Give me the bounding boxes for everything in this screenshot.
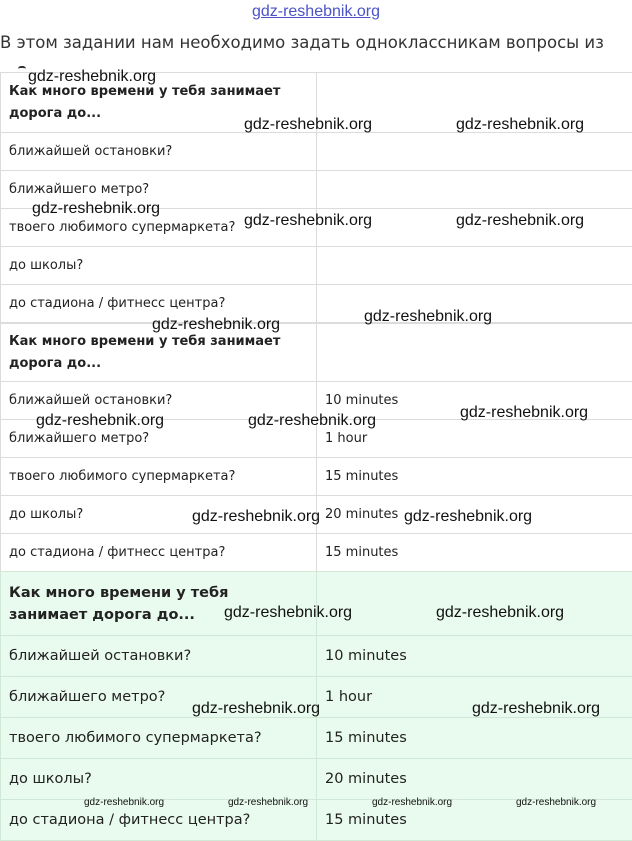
question-cell: ближайшего метро? bbox=[1, 171, 317, 209]
answer-cell: 1 hour bbox=[317, 420, 632, 458]
watermark: gdz-reshebnik.org bbox=[436, 604, 564, 622]
answer-cell bbox=[317, 324, 632, 382]
watermark: gdz-reshebnik.org bbox=[460, 404, 588, 422]
watermark: gdz-reshebnik.org bbox=[516, 797, 596, 809]
watermark: gdz-reshebnik.org bbox=[456, 212, 584, 230]
question-cell: до школы? bbox=[1, 496, 317, 534]
answer-cell: 20 minutes bbox=[317, 496, 632, 534]
question-cell: твоего любимого супермаркета? bbox=[1, 718, 317, 759]
watermark: gdz-reshebnik.org bbox=[456, 116, 584, 134]
question-cell: ближайшей остановки? bbox=[1, 636, 317, 677]
answer-cell: 20 minutes bbox=[317, 759, 632, 800]
watermark: gdz-reshebnik.org bbox=[28, 68, 156, 86]
task-intro-text: В этом задании нам необходимо задать одноклассникам вопросы из bbox=[0, 30, 632, 56]
question-cell: до стадиона / фитнесс центра? bbox=[1, 285, 317, 323]
watermark: gdz-reshebnik.org bbox=[36, 412, 164, 430]
watermark: gdz-reshebnik.org bbox=[192, 508, 320, 526]
survey-table-highlighted bbox=[0, 571, 632, 841]
survey-table-empty bbox=[0, 72, 632, 323]
table-row bbox=[1, 677, 632, 718]
watermark: gdz-reshebnik.org bbox=[372, 797, 452, 809]
table-header-row bbox=[1, 572, 632, 636]
table-row bbox=[1, 534, 632, 572]
answer-cell bbox=[317, 247, 632, 285]
table-row bbox=[1, 133, 632, 171]
watermark: gdz-reshebnik.org bbox=[228, 797, 308, 809]
question-cell: ближайшего метро? bbox=[1, 420, 317, 458]
question-cell: до школы? bbox=[1, 247, 317, 285]
table-heading: Как много времени у тебя занимает дорога до... bbox=[1, 324, 317, 382]
answer-cell bbox=[317, 572, 632, 636]
watermark: gdz-reshebnik.org bbox=[364, 308, 492, 326]
answer-cell: 15 minutes bbox=[317, 458, 632, 496]
watermark: gdz-reshebnik.org bbox=[472, 700, 600, 718]
answer-cell: 1 hour bbox=[317, 677, 632, 718]
watermark: gdz-reshebnik.org bbox=[192, 700, 320, 718]
answer-cell bbox=[317, 209, 632, 247]
question-cell: до школы? bbox=[1, 759, 317, 800]
survey-table-filled bbox=[0, 323, 632, 572]
table-row bbox=[1, 718, 632, 759]
watermark: gdz-reshebnik.org bbox=[32, 200, 160, 218]
watermark: gdz-reshebnik.org bbox=[244, 212, 372, 230]
watermark: gdz-reshebnik.org bbox=[84, 797, 164, 809]
question-cell: ближайшей остановки? bbox=[1, 382, 317, 420]
table-heading: Как много времени у тебя занимает дорога до... bbox=[1, 73, 317, 133]
answer-cell: 10 minutes bbox=[317, 382, 632, 420]
table-row bbox=[1, 382, 632, 420]
question-cell: ближайшего метро? bbox=[1, 677, 317, 718]
question-cell: ближайшей остановки? bbox=[1, 133, 317, 171]
table-row bbox=[1, 458, 632, 496]
watermark: gdz-reshebnik.org bbox=[224, 604, 352, 622]
table-header-row bbox=[1, 324, 632, 382]
answer-cell bbox=[317, 285, 632, 323]
table-row bbox=[1, 285, 632, 323]
answer-cell: 15 minutes bbox=[317, 800, 632, 841]
table-row bbox=[1, 759, 632, 800]
table-row bbox=[1, 420, 632, 458]
table-header-row bbox=[1, 73, 632, 133]
answer-cell: 15 minutes bbox=[317, 534, 632, 572]
watermark: gdz-reshebnik.org bbox=[152, 316, 280, 334]
answer-cell bbox=[317, 73, 632, 133]
answer-cell bbox=[317, 133, 632, 171]
site-header-link[interactable]: gdz-reshebnik.org bbox=[0, 0, 632, 26]
table-row bbox=[1, 800, 632, 841]
answer-cell bbox=[317, 171, 632, 209]
table-row bbox=[1, 171, 632, 209]
question-cell: твоего любимого супермаркета? bbox=[1, 209, 317, 247]
question-cell: до стадиона / фитнесс центра? bbox=[1, 534, 317, 572]
table-row bbox=[1, 496, 632, 534]
watermark: gdz-reshebnik.org bbox=[248, 412, 376, 430]
answer-cell: 15 minutes bbox=[317, 718, 632, 759]
question-cell: твоего любимого супермаркета? bbox=[1, 458, 317, 496]
question-cell: до стадиона / фитнесс центра? bbox=[1, 800, 317, 841]
table-row bbox=[1, 636, 632, 677]
table-heading: Как много времени у тебя занимает дорога до... bbox=[1, 572, 317, 636]
answer-cell: 10 minutes bbox=[317, 636, 632, 677]
table-row bbox=[1, 209, 632, 247]
watermark: gdz-reshebnik.org bbox=[404, 508, 532, 526]
table-row bbox=[1, 247, 632, 285]
watermark: gdz-reshebnik.org bbox=[244, 116, 372, 134]
